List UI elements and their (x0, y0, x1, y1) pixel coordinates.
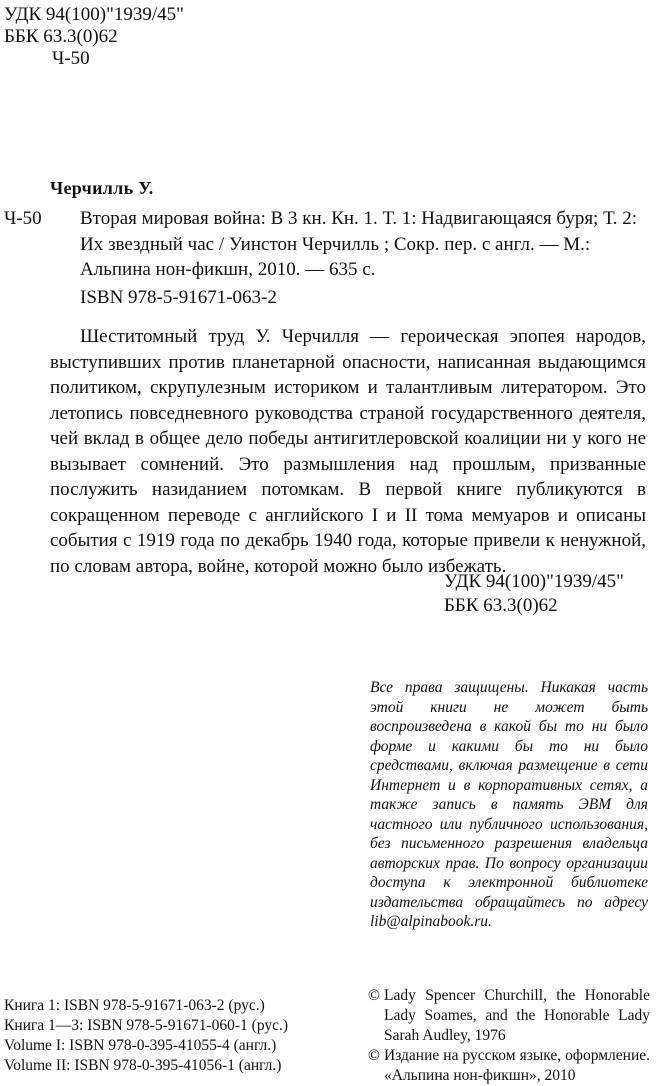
udk-code: УДК 94(100)"1939/45" (4, 4, 184, 25)
isbn-list (4, 996, 288, 1076)
side-cutter-code: Ч-50 (4, 208, 42, 229)
bbk-code: ББК 63.3(0)62 (4, 26, 118, 47)
copyright-symbol: © (368, 1047, 380, 1064)
copyright-item (368, 986, 650, 1046)
copyright-item (368, 1046, 650, 1086)
isbn-item: Книга 1—3: ISBN 978-5-91671-060-1 (рус.) (4, 1017, 289, 1034)
isbn-item: Volume I: ISBN 978-0-395-41055-4 (англ.) (4, 1037, 277, 1054)
cutter-code: Ч-50 (52, 48, 90, 69)
isbn-item: Книга 1: ISBN 978-5-91671-063-2 (рус.) (4, 997, 265, 1014)
author-heading: Черчилль У. (50, 178, 154, 198)
copyright-symbol: © (368, 987, 380, 1004)
copyright-block (368, 986, 650, 1086)
copyright-text: Lady Spencer Churchill, the Honorable Lady Soames, and the Honorable Lady Sarah Audley, 1976 (384, 987, 650, 1044)
bibliographic-text: Вторая мировая война: В 3 кн. Кн. 1. Т. 1: Надвигающаяся буря; Т. 2: Их звездный час / Уинстон Черчилль ; Сокр. пер. с англ. — М.: Альпина нон-фикшн, 2010. — 635 с. (80, 208, 638, 280)
udk-code-repeat: УДК 94(100)"1939/45" (444, 571, 624, 592)
bbk-code-repeat: ББК 63.3(0)62 (444, 595, 558, 616)
isbn-item: Volume II: ISBN 978-0-395-41056-1 (англ.) (4, 1057, 282, 1074)
rights-notice: Все права защищены. Никакая часть этой книги не может быть воспроизведена в какой бы то ни было форме и какими бы то ни было средствами, включая размещение в сети Интернет и в корпоративных сетях, а также запись в память ЭВМ для частного или публичного использования, без письменного разрешения владельца авторских прав. По вопросу организации доступа к электронной библиотеке издательства обращайтесь по адресу lib@alpinabook.ru. (370, 679, 648, 930)
copyright-text: Издание на русском языке, оформление. «Альпина нон-фикшн», 2010 (384, 1047, 650, 1084)
bibliographic-description (80, 206, 646, 283)
annotation (50, 324, 646, 579)
classification-codes (4, 4, 184, 70)
isbn-main: ISBN 978-5-91671-063-2 (80, 287, 277, 308)
classification-codes-repeat (444, 570, 624, 618)
annotation-text: Шеститомный труд У. Черчилля — героическая эпопея народов, выступивших против планетарной опасности, написанная выдающимся политиком, скрупулезным историком и талантливым литератором. Это летопись повседневного руководства страной государственного деятеля, чей вклад в общее дело победы антигитлеровской коалиции ни у кого не вызывает сомнений. Это размышления над прошлым, призванные послужить назиданием потомкам. В первой книге публикуются в сокращенном переводе с английского I и II тома мемуаров и описаны события с 1919 года по декабрь 1940 года, которые привели к ненужной, по словам автора, войне, которой можно было избежать. (50, 326, 646, 577)
